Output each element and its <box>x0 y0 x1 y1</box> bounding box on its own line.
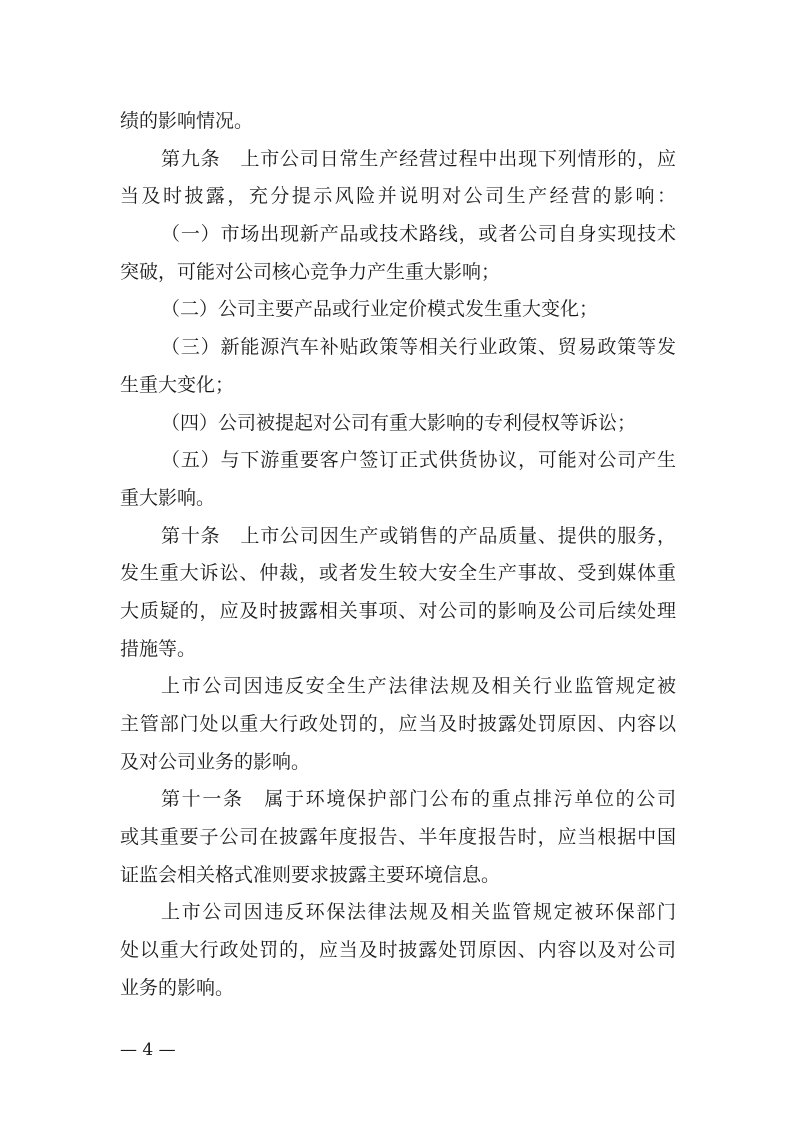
text-line: 当及时披露，充分提示风险并说明对公司生产经营的影响： <box>120 185 676 208</box>
text-line: 生重大变化； <box>120 373 235 396</box>
text-line: 大质疑的，应及时披露相关事项、对公司的影响及公司后续处理 <box>120 599 676 622</box>
item-1-line: （一）市场出现新产品或技术路线，或者公司自身实现技术 <box>161 223 676 246</box>
text-line: 突破，可能对公司核心竞争力产生重大影响； <box>120 260 501 283</box>
paragraph-line: 上市公司因违反环保法律法规及相关监管规定被环保部门 <box>161 901 676 924</box>
text-line: 证监会相关格式准则要求披露主要环境信息。 <box>120 863 501 886</box>
page-number: — 4 — <box>120 1040 176 1060</box>
text-line: 或其重要子公司在披露年度报告、半年度报告时，应当根据中国 <box>120 826 676 849</box>
text-line: 措施等。 <box>120 637 197 660</box>
text-line: 处以重大行政处罚的，应当及时披露处罚原因、内容以及对公司 <box>120 939 676 962</box>
article-10-line: 第十条 上市公司因生产或销售的产品质量、提供的服务， <box>161 524 676 547</box>
document-body <box>120 103 676 1008</box>
item-3-line: （三）新能源汽车补贴政策等相关行业政策、贸易政策等发 <box>161 336 676 359</box>
paragraph-line: 上市公司因违反安全生产法律法规及相关行业监管规定被 <box>161 675 676 698</box>
article-11-line: 第十一条 属于环境保护部门公布的重点排污单位的公司 <box>161 788 676 811</box>
text-line: 发生重大诉讼、仲裁，或者发生较大安全生产事故、受到媒体重 <box>120 562 676 585</box>
text-line: 绩的影响情况。 <box>120 110 254 132</box>
item-4-line: （四）公司被提起对公司有重大影响的专利侵权等诉讼； <box>161 411 637 434</box>
item-2-line: （二）公司主要产品或行业定价模式发生重大变化； <box>161 298 599 321</box>
text-line: 业务的影响。 <box>120 976 235 999</box>
text-line: 主管部门处以重大行政处罚的，应当及时披露处罚原因、内容以 <box>120 713 676 735</box>
item-5-line: （五）与下游重要客户签订正式供货协议，可能对公司产生 <box>161 449 676 472</box>
article-9-line: 第九条 上市公司日常生产经营过程中出现下列情形的，应 <box>161 147 676 170</box>
text-line: 及对公司业务的影响。 <box>120 750 311 773</box>
text-line: 重大影响。 <box>120 486 216 509</box>
